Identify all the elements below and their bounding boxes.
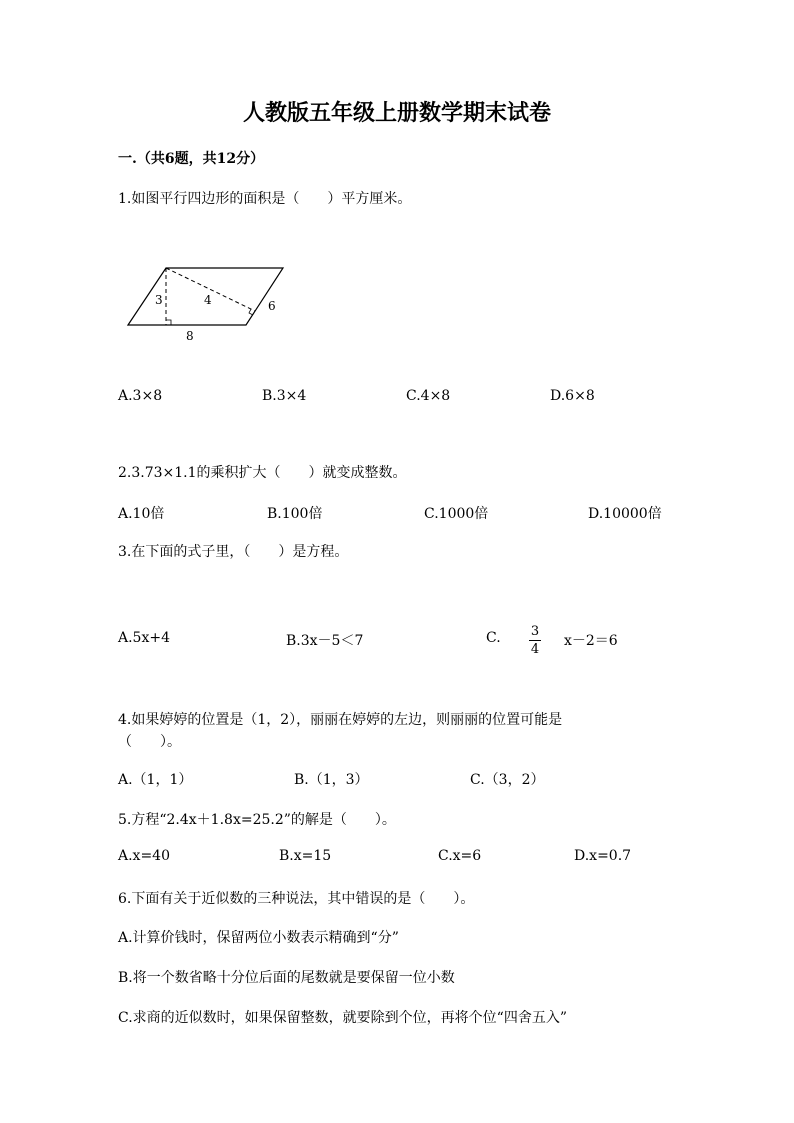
q5-option-c[interactable]: C.x=6	[438, 848, 482, 864]
question-4-stem-line2: （ ）。	[118, 734, 181, 750]
q3-option-a[interactable]: A.5x+4	[118, 630, 171, 646]
q6-option-c[interactable]: C.求商的近似数时，如果保留整数，就要除到个位，再将个位“四舍五入”	[118, 1010, 567, 1026]
question-4-stem-line1: 4.如果婷婷的位置是（1，2），丽丽在婷婷的左边，则丽丽的位置可能是	[118, 712, 563, 728]
q1-option-d[interactable]: D.6×8	[550, 388, 595, 404]
q3-option-c-expression: x－2＝6	[564, 633, 618, 649]
question-6-stem: 6.下面有关于近似数的三种说法，其中错误的是（ ）。	[118, 891, 475, 907]
q4-option-b[interactable]: B.（1，3）	[294, 772, 369, 788]
q3-option-c[interactable]	[486, 622, 636, 658]
base-label: 8	[186, 329, 194, 343]
section-heading: 一.（共6题，共12分）	[118, 151, 265, 167]
parallelogram-figure	[118, 258, 298, 348]
q2-option-d[interactable]: D.10000倍	[588, 506, 662, 522]
q4-option-c[interactable]: C.（3，2）	[470, 772, 545, 788]
page-title: 人教版五年级上册数学期末试卷	[242, 100, 551, 126]
diag-label: 4	[204, 293, 212, 307]
question-3-stem: 3.在下面的式子里，（ ）是方程。	[118, 544, 349, 560]
q2-option-c[interactable]: C.1000倍	[424, 506, 489, 522]
q5-option-d[interactable]: D.x=0.7	[574, 848, 632, 864]
q5-option-b[interactable]: B.x=15	[279, 848, 332, 864]
question-2-stem: 2.3.73×1.1的乘积扩大（ ）就变成整数。	[118, 465, 407, 481]
side-label: 6	[268, 299, 276, 313]
q4-option-a[interactable]: A.（1，1）	[118, 772, 193, 788]
q2-option-b[interactable]: B.100倍	[267, 506, 323, 522]
q1-option-a[interactable]: A.3×8	[118, 388, 163, 404]
q1-option-b[interactable]: B.3×4	[262, 388, 307, 404]
q3-fraction-bar	[529, 640, 541, 641]
question-1-stem: 1.如图平行四边形的面积是（ ）平方厘米。	[118, 191, 412, 207]
q3-fraction-denominator: 4	[530, 642, 540, 657]
q2-option-a[interactable]: A.10倍	[118, 506, 165, 522]
height-label: 3	[155, 293, 163, 307]
question-5-stem: 5.方程“2.4x＋1.8x=25.2”的解是（ ）。	[118, 812, 396, 828]
q5-option-a[interactable]: A.x=40	[118, 848, 171, 864]
q3-option-c-label: C.	[486, 630, 501, 646]
q6-option-a[interactable]: A.计算价钱时，保留两位小数表示精确到“分”	[118, 930, 399, 946]
q3-fraction-numerator: 3	[530, 624, 540, 639]
right-angle-mark-bottom	[166, 320, 171, 325]
q6-option-b[interactable]: B.将一个数省略十分位后面的尾数就是要保留一位小数	[118, 970, 455, 986]
q3-option-b[interactable]: B.3x－5＜7	[286, 633, 364, 649]
q1-option-c[interactable]: C.4×8	[406, 388, 451, 404]
